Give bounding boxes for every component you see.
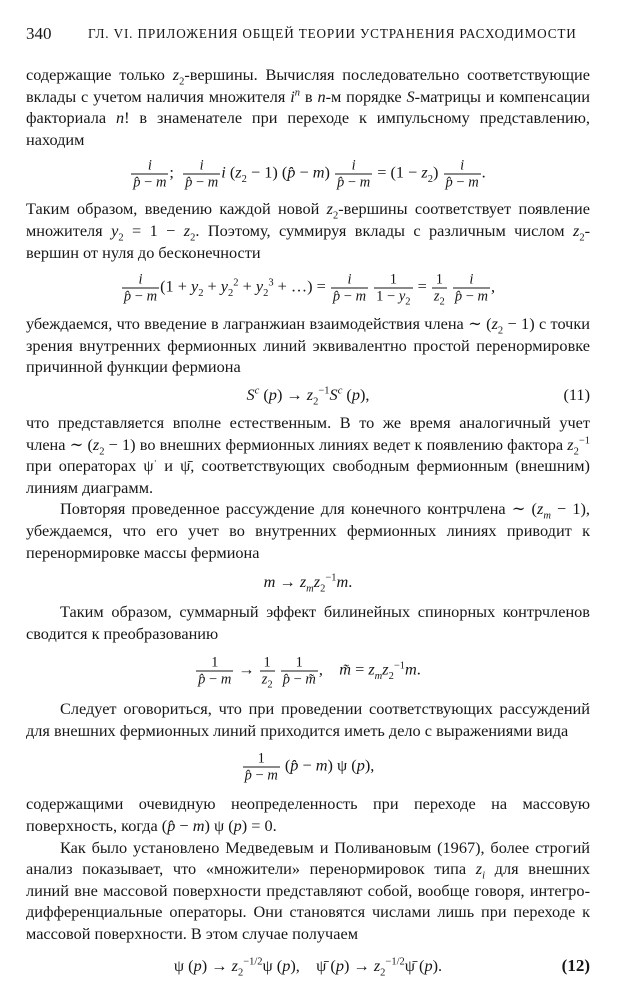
equation-vertex-factors: $\frac{i}{p̂ - m}$ ; $\frac{i}{p̂ - m}$ i $(z_2 - 1)$ (p̂ − m) $\frac{i}{p̂ - m}$ = $(1 - z_2)$ $\frac{i}{p̂ - m}$ .	[133, 157, 486, 191]
equation-geometric-sum: $\frac{i}{p̂ - m}$ ($1 + y_2 + y_2^2 + y_2^3$ + …) = $\frac{i}{p̂ - m}$ $\frac{1}{1 - y_2}$ = $\frac{1}{z_2}$ $\frac{i}{p̂ - m}$ ,	[123, 271, 496, 308]
paragraph-3: убеждаемся, что введение в лагранжиан взаимодействия члена ∼ $(z_2 - 1)$ с точки зрения внутренних фермионных линий эквивалентно простой перенормировке причинной функции фермиона	[26, 314, 590, 377]
running-title: ГЛ. VI. ПРИЛОЖЕНИЯ ОБЩЕЙ ТЕОРИИ УСТРАНЕНИЯ РАСХОДИМОСТИ	[88, 26, 577, 41]
equation-number-11: (11)	[563, 384, 590, 404]
paragraph-6: Таким образом, суммарный эффект билинейных спинорных контрчленов сводится к преобразованию	[26, 602, 590, 643]
page-header	[26, 24, 594, 46]
equation-transformation: $\frac{1}{p̂ - m}$ → $\frac{1}{z_2}$ $\frac{1}{p̂ - m̃}$ , m̃ = $z_mz_2^{-1}m$.	[198, 654, 421, 691]
page-number: 340	[26, 24, 52, 43]
equation-number-12: (12)	[561, 955, 590, 975]
paragraph-4: что представляется вполне естественным. В то же время аналогичный учет члена ∼ $(z_2 - 1)$ во внешних фермионных линиях ведет к появлению фактора $z_2^{-1}$ при операторах ψ· и ψ̄, соответствующих свободным фермионным (внешним) линиям диаграмм.	[26, 412, 591, 497]
paragraph-2: Таким образом, введению каждой новой $z_2$-вершины соответствует появление множителя $y_2 = 1 - z_2$. Поэтому, суммируя вклады с различным числом $z_2$-вершин от нуля до бесконечности	[26, 199, 590, 262]
equation-11: $S^c$ $(p) \to z_2^{-1}S^c$ (p), (11)	[246, 384, 590, 408]
paragraph-7: Следует оговориться, что при проведении соответствующих рассуждений для внешних фермионных линий приходится иметь дело с выражениями вида	[26, 699, 590, 740]
paragraph-1: содержащие только $z_2$-вершины. Вычисляя последовательно соответствующие вклады с учетом наличия множителя $i^n$ в n-м порядке S-матрицы и компенсации факториала n! в знаменателе при переходе к импульсному представлению, находим	[26, 65, 590, 149]
equation-12: ψ $(p) \to z_2^{-1/2}\psi$ (p), ψ̄ $(p) \to z_2^{-1/2}\psī$ (p). (12)	[173, 955, 590, 978]
paragraph-9: Как было установлено Медведевым и Поливановым (1967), более строгий анализ показывает, что «множители» перенормировок типа $z_i$ для внешних линий вне массовой поверхности представляют собой, вообще говоря, интегро-дифференциальные операторы. Они становятся числами лишь при переходе к массовой поверхности. В этом случае получаем	[26, 837, 590, 944]
paragraph-5: Повторяя проведенное рассуждение для конечного контрчлена ∼ $(z_m - 1)$, убеждаемся, что его учет во внутренних фермионных линиях приводит к перенормировке массы фермиона	[26, 499, 590, 562]
paragraph-8: содержащими очевидную неопределенность при переходе на массовую поверхность, когда (p̂ − m) ψ (p) = 0.	[26, 794, 590, 836]
page-body	[26, 64, 590, 987]
equation-external-lines: $\frac{1}{p̂ - m}$ (p̂ − m) ψ (p),	[244, 750, 375, 784]
equation-mass-renormalization: $m \to z_mz_2^{-1}m$.	[263, 572, 353, 595]
